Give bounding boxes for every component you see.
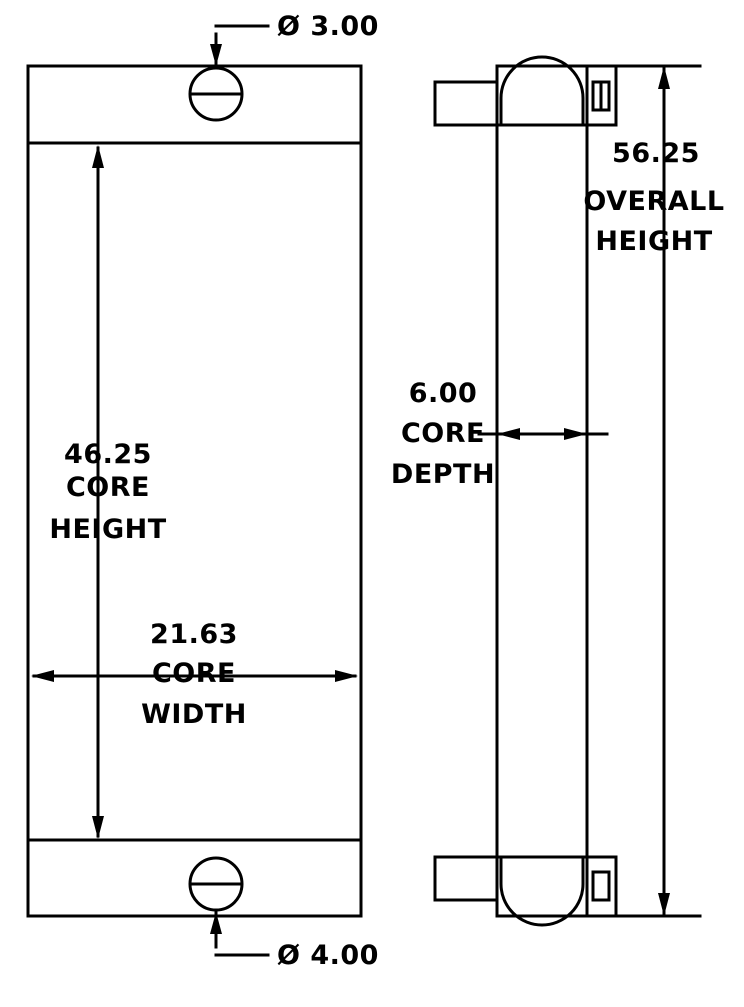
core-width-arrow-right xyxy=(335,670,358,682)
core-depth-value: 6.00 xyxy=(408,378,478,409)
top-port-diameter-label: Ø 3.00 xyxy=(277,11,379,42)
core-width-value: 21.63 xyxy=(150,619,238,650)
overall-height-value: 56.25 xyxy=(612,138,700,169)
core-height-label-line2: HEIGHT xyxy=(49,514,167,545)
overall-height-label-line2: HEIGHT xyxy=(595,226,713,257)
core-depth-arrow-right xyxy=(564,428,587,440)
core-height-arrow-top xyxy=(92,145,104,168)
core-height-value: 46.25 xyxy=(64,439,152,470)
overall-height-label-line1: OVERALL xyxy=(583,186,725,217)
overall-height-arrow-top xyxy=(658,66,670,89)
bottom-port-diameter-label: Ø 4.00 xyxy=(277,940,379,971)
side-bottom-flange-box xyxy=(593,872,609,900)
core-depth-label-line2: DEPTH xyxy=(390,459,496,490)
core-width-arrow-left xyxy=(31,670,54,682)
core-width-label-line1: CORE xyxy=(151,658,236,689)
overall-height-arrow-bottom xyxy=(658,893,670,916)
core-depth-label-line1: CORE xyxy=(400,418,485,449)
top-port-leader-arrow xyxy=(210,44,222,66)
core-height-arrow-bottom xyxy=(92,816,104,839)
core-height-label-line1: CORE xyxy=(65,472,150,503)
core-width-label-line2: WIDTH xyxy=(141,699,247,730)
